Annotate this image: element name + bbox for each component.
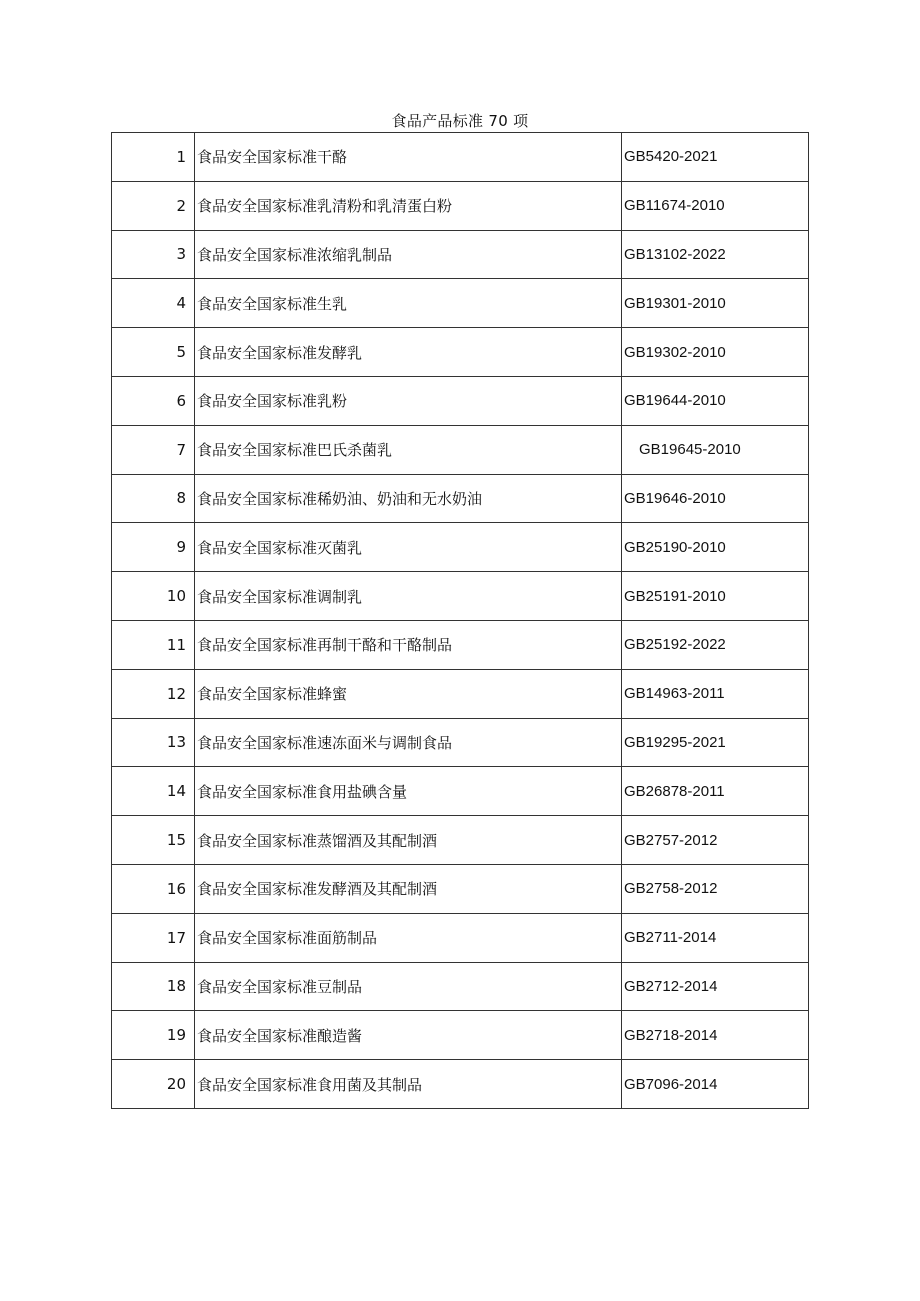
standard-code: GB19646-2010 — [622, 474, 809, 523]
standard-name: 食品安全国家标准蜂蜜 — [195, 669, 622, 718]
table-row — [112, 523, 809, 572]
row-number: 11 — [112, 620, 195, 669]
table-row — [112, 767, 809, 816]
row-number: 17 — [112, 913, 195, 962]
table-row — [112, 376, 809, 425]
standard-code: GB19301-2010 — [622, 279, 809, 328]
standard-code: GB25191-2010 — [622, 572, 809, 621]
standard-code: GB19645-2010 — [622, 425, 809, 474]
standard-name: 食品安全国家标准食用盐碘含量 — [195, 767, 622, 816]
standard-code: GB2712-2014 — [622, 962, 809, 1011]
standard-code: GB26878-2011 — [622, 767, 809, 816]
standard-code: GB19295-2021 — [622, 718, 809, 767]
standard-code: GB2718-2014 — [622, 1011, 809, 1060]
standard-code: GB5420-2021 — [622, 133, 809, 182]
table-row — [112, 864, 809, 913]
standard-name: 食品安全国家标准食用菌及其制品 — [195, 1060, 622, 1109]
row-number: 18 — [112, 962, 195, 1011]
table-row — [112, 133, 809, 182]
standard-name: 食品安全国家标准面筋制品 — [195, 913, 622, 962]
standard-name: 食品安全国家标准稀奶油、奶油和无水奶油 — [195, 474, 622, 523]
standards-table — [111, 132, 809, 1109]
row-number: 6 — [112, 376, 195, 425]
standard-name: 食品安全国家标准灭菌乳 — [195, 523, 622, 572]
table-row — [112, 1060, 809, 1109]
row-number: 16 — [112, 864, 195, 913]
standard-name: 食品安全国家标准乳清粉和乳清蛋白粉 — [195, 181, 622, 230]
table-row — [112, 230, 809, 279]
row-number: 12 — [112, 669, 195, 718]
table-row — [112, 962, 809, 1011]
row-number: 1 — [112, 133, 195, 182]
row-number: 7 — [112, 425, 195, 474]
table-row — [112, 328, 809, 377]
standard-name: 食品安全国家标准速冻面米与调制食品 — [195, 718, 622, 767]
row-number: 20 — [112, 1060, 195, 1109]
standard-name: 食品安全国家标准干酪 — [195, 133, 622, 182]
standard-code: GB25192-2022 — [622, 620, 809, 669]
row-number: 19 — [112, 1011, 195, 1060]
standard-code: GB19302-2010 — [622, 328, 809, 377]
standard-name: 食品安全国家标准浓缩乳制品 — [195, 230, 622, 279]
row-number: 15 — [112, 816, 195, 865]
row-number: 3 — [112, 230, 195, 279]
standard-code: GB25190-2010 — [622, 523, 809, 572]
standard-name: 食品安全国家标准发酵乳 — [195, 328, 622, 377]
table-row — [112, 816, 809, 865]
standard-code: GB13102-2022 — [622, 230, 809, 279]
row-number: 8 — [112, 474, 195, 523]
row-number: 5 — [112, 328, 195, 377]
row-number: 13 — [112, 718, 195, 767]
standard-name: 食品安全国家标准乳粉 — [195, 376, 622, 425]
standard-name: 食品安全国家标准发酵酒及其配制酒 — [195, 864, 622, 913]
table-row — [112, 572, 809, 621]
standard-code: GB2757-2012 — [622, 816, 809, 865]
row-number: 9 — [112, 523, 195, 572]
table-row — [112, 279, 809, 328]
standard-name: 食品安全国家标准再制干酪和干酪制品 — [195, 620, 622, 669]
standard-code: GB2758-2012 — [622, 864, 809, 913]
standard-name: 食品安全国家标准巴氏杀菌乳 — [195, 425, 622, 474]
row-number: 14 — [112, 767, 195, 816]
row-number: 2 — [112, 181, 195, 230]
table-row — [112, 620, 809, 669]
table-row — [112, 669, 809, 718]
table-row — [112, 718, 809, 767]
standard-name: 食品安全国家标准生乳 — [195, 279, 622, 328]
standard-name: 食品安全国家标准蒸馏酒及其配制酒 — [195, 816, 622, 865]
row-number: 10 — [112, 572, 195, 621]
standard-code: GB2711-2014 — [622, 913, 809, 962]
standard-code: GB7096-2014 — [622, 1060, 809, 1109]
table-row — [112, 425, 809, 474]
standard-code: GB19644-2010 — [622, 376, 809, 425]
table-row — [112, 181, 809, 230]
standard-name: 食品安全国家标准调制乳 — [195, 572, 622, 621]
table-row — [112, 1011, 809, 1060]
table-row — [112, 474, 809, 523]
standard-name: 食品安全国家标准酿造酱 — [195, 1011, 622, 1060]
standard-code: GB14963-2011 — [622, 669, 809, 718]
page-title: 食品产品标准 70 项 — [391, 112, 529, 130]
standard-code: GB11674-2010 — [622, 181, 809, 230]
row-number: 4 — [112, 279, 195, 328]
table-row — [112, 913, 809, 962]
standard-name: 食品安全国家标准豆制品 — [195, 962, 622, 1011]
